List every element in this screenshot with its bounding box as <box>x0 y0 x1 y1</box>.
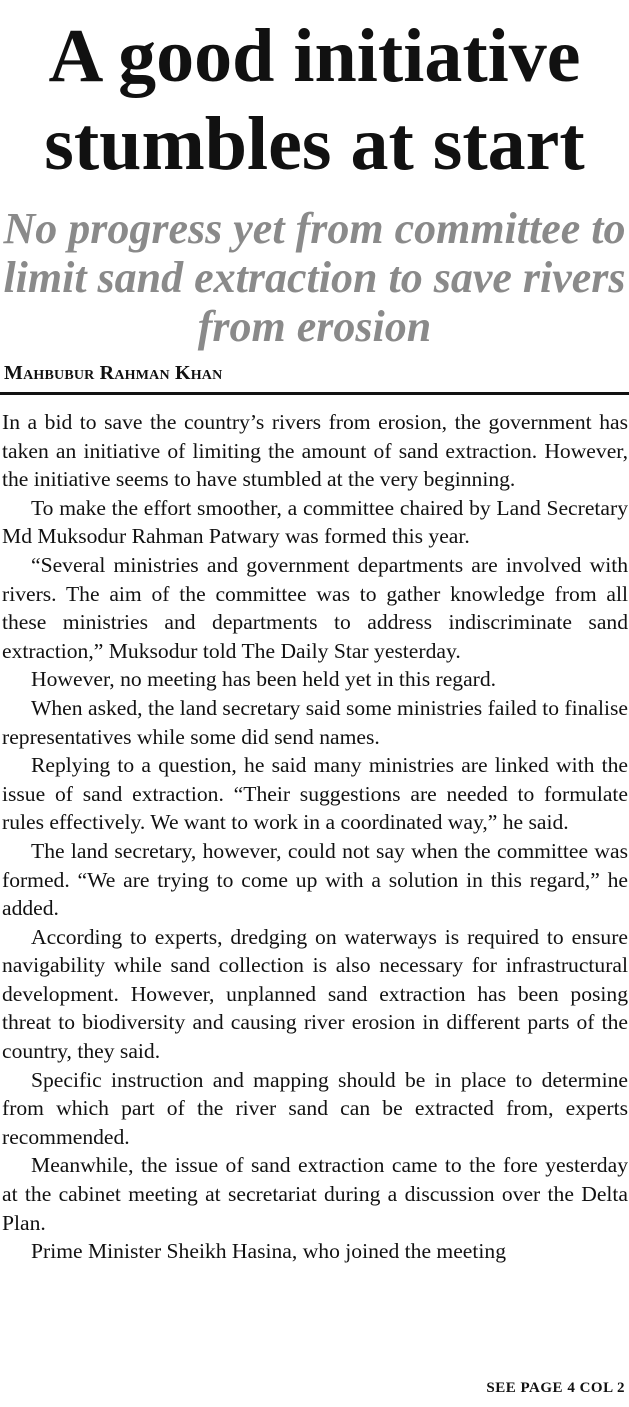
article-paragraph: The land secretary, however, could not say when the committee was formed. “We are trying to come up with a solution in this regard,” he added. <box>2 838 628 921</box>
article-body <box>2 408 628 1266</box>
byline-divider <box>0 392 629 395</box>
article-paragraph: Prime Minister Sheikh Hasina, who joined the meeting <box>31 1239 506 1264</box>
headline: A good initiative stumbles at start <box>44 14 585 186</box>
byline: Mahbubur Rahman Khan <box>4 362 223 384</box>
article-paragraph: In a bid to save the country’s rivers from erosion, the government has taken an initiative of limiting the amount of sand extraction. However, the initiative seems to have stumbled at the very beginning. <box>2 410 628 492</box>
article-paragraph: “Several ministries and government departments are involved with rivers. The aim of the committee was to gather knowledge from all these ministries and departments to address indiscriminate sand extraction,” Muksodur told The Daily Star yesterday. <box>2 552 628 663</box>
article-paragraph: Specific instruction and mapping should be in place to determine from which part of the river sand can be extracted from, experts recommended. <box>2 1067 628 1149</box>
article-paragraph: To make the effort smoother, a committee chaired by Land Secretary Md Muksodur Rahman Patwary was formed this year. <box>2 495 628 549</box>
article-paragraph: According to experts, dredging on waterways is required to ensure navigability while sand collection is also necessary for infrastructural development. However, unplanned sand extraction has been posing threat to biodiversity and causing river erosion in different parts of the country, they said. <box>2 924 628 1064</box>
article-paragraph: Replying to a question, he said many ministries are linked with the issue of sand extraction. “Their suggestions are needed to formulate rules effectively. We want to work in a coordinated way,” he said. <box>2 753 628 835</box>
article-paragraph: However, no meeting has been held yet in this regard. <box>31 667 497 692</box>
article-paragraph: When asked, the land secretary said some ministries failed to finalise representatives while some did send names. <box>2 695 628 749</box>
article-paragraph: Meanwhile, the issue of sand extraction came to the fore yesterday at the cabinet meeting at secretariat during a discussion over the Delta Plan. <box>2 1153 628 1235</box>
continuation-link[interactable]: SEE PAGE 4 COL 2 <box>486 1380 625 1396</box>
subheadline: No progress yet from committee to limit sand extraction to save rivers from erosion <box>3 204 626 351</box>
